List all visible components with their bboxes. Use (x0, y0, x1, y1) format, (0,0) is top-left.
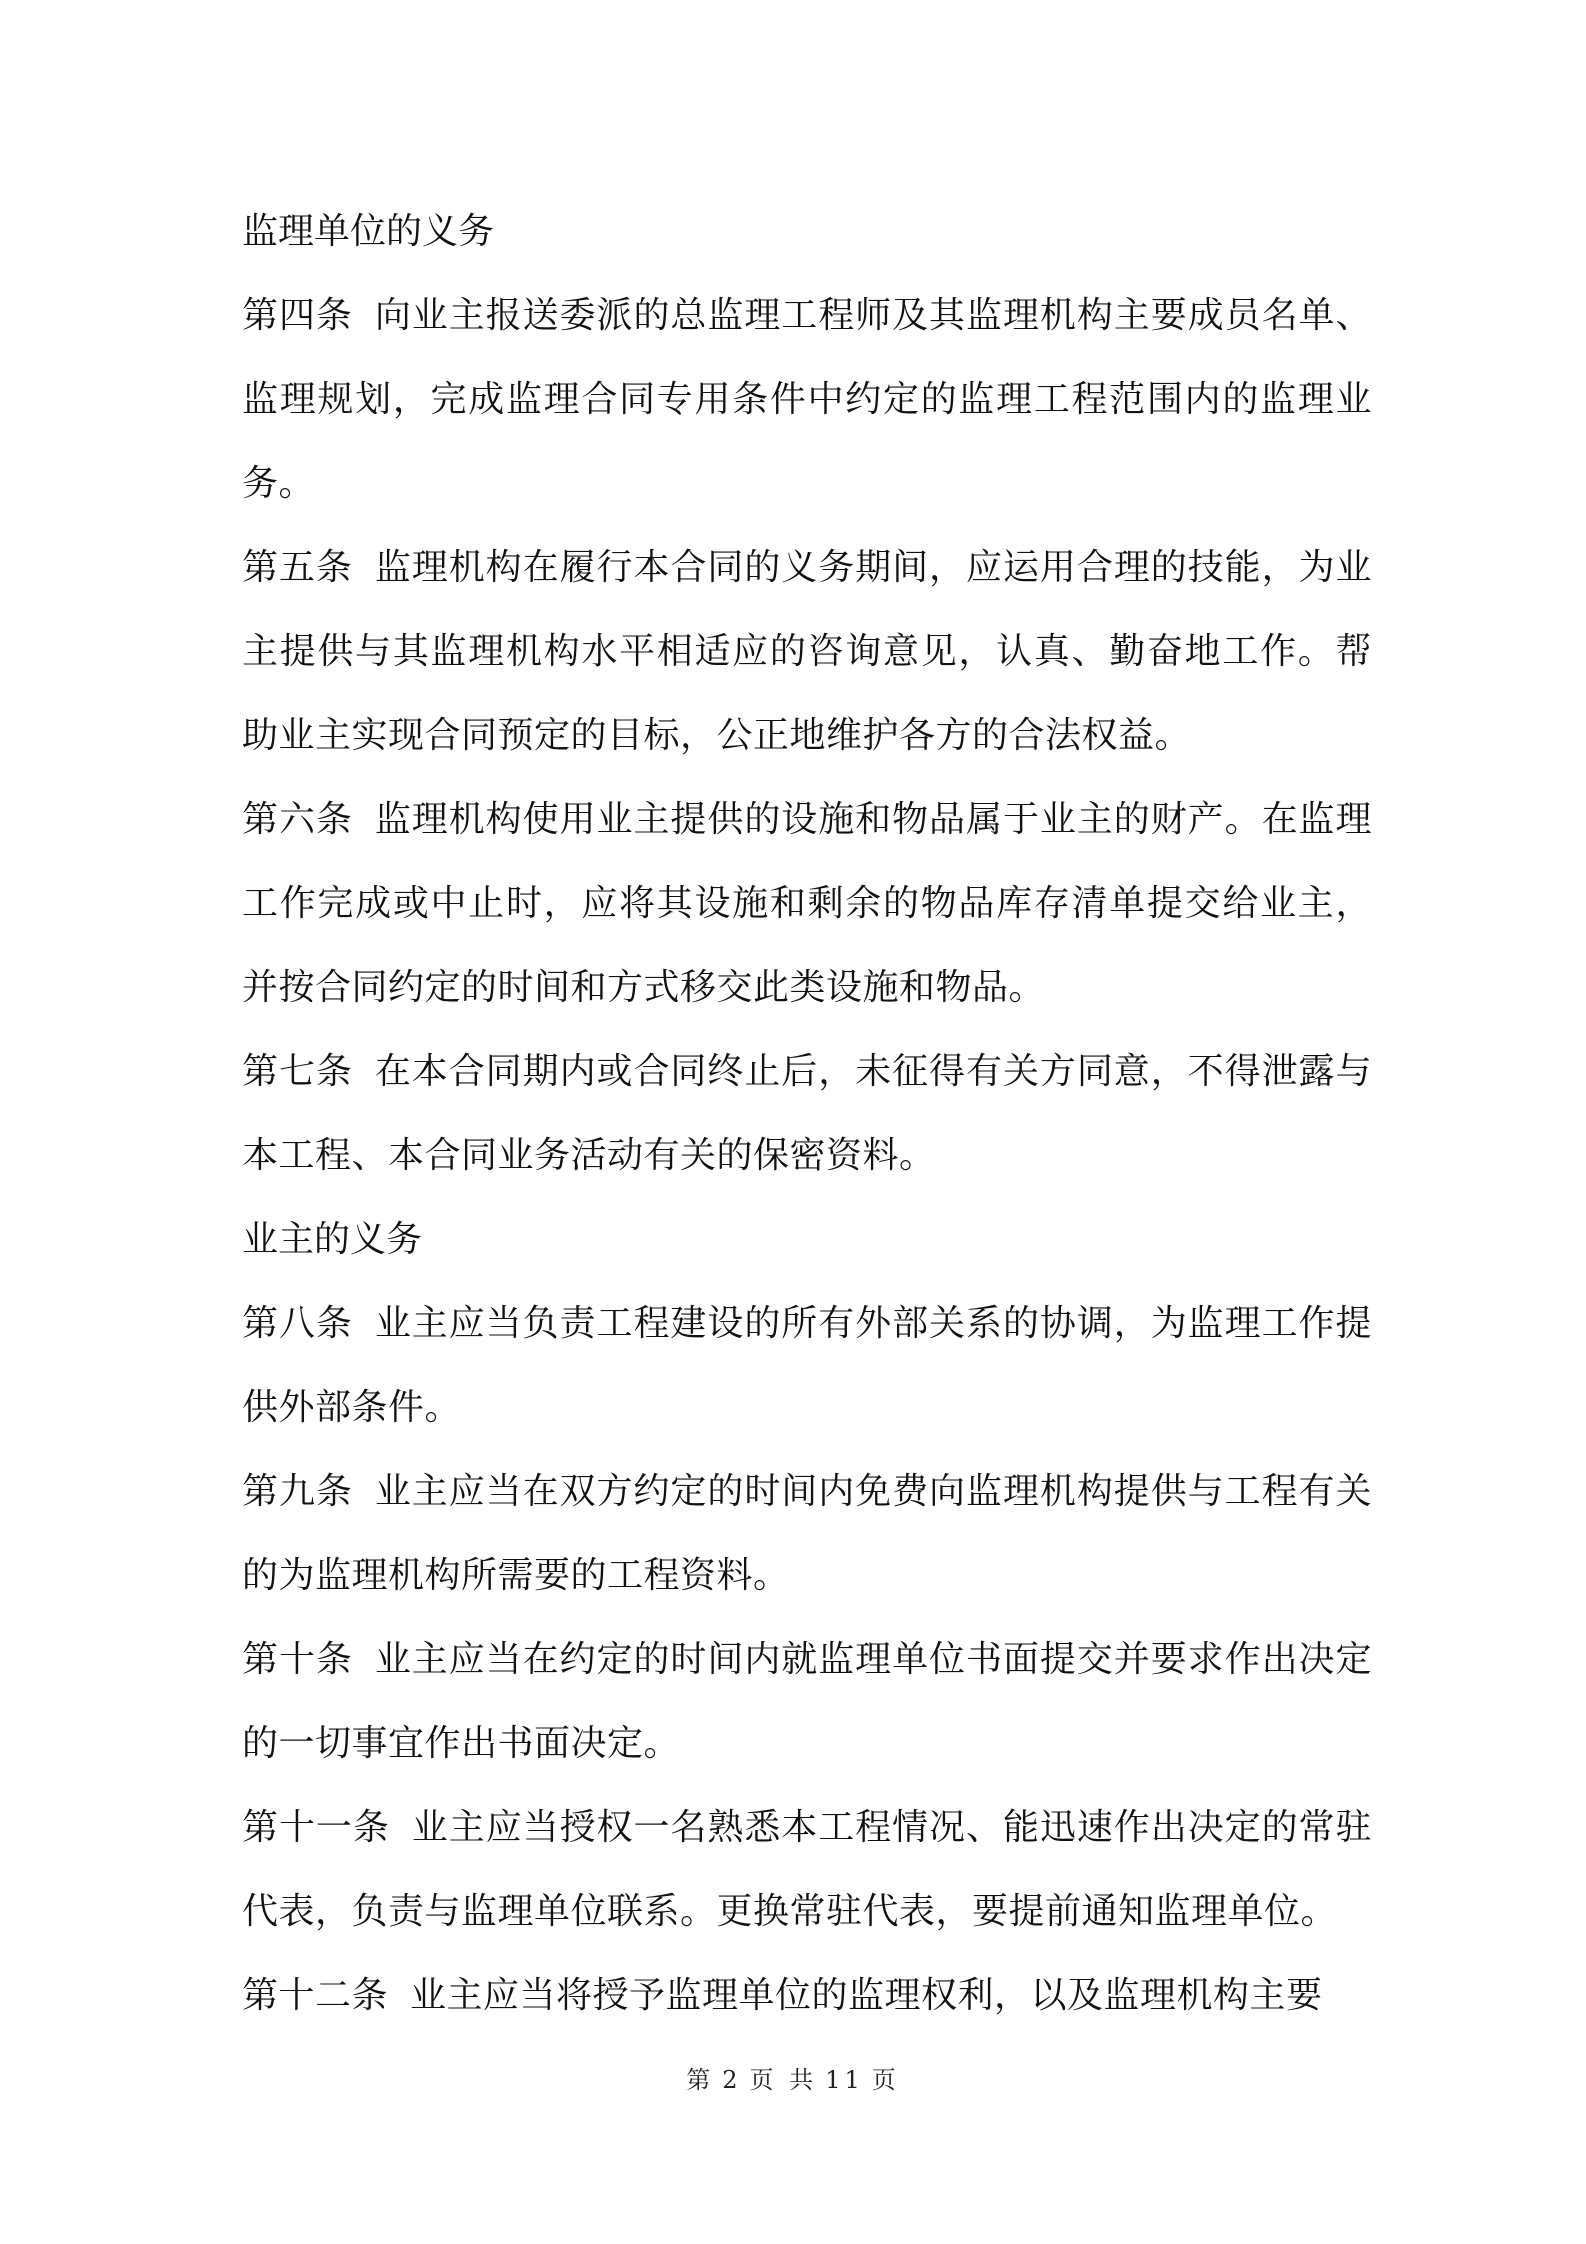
article-number: 第十条 (242, 1639, 353, 1680)
page-number-middle: 页 共 (749, 2066, 818, 2094)
article-text: 业主应当在双方约定的时间内免费向监理机构提供与工程有关的为监理机构所需要的工程资料。 (242, 1471, 1372, 1596)
total-page-count: 11 (825, 2066, 864, 2094)
section-heading-owner-obligations: 业主的义务 (242, 1219, 423, 1260)
article-6 (242, 778, 1372, 1030)
article-5 (242, 526, 1372, 778)
article-text: 监理机构在履行本合同的义务期间，应运用合理的技能，为业主提供与其监理机构水平相适应的咨询意见，认真、勤奋地工作。帮助业主实现合同预定的目标，公正地维护各方的合法权益。 (242, 547, 1372, 756)
page-number-prefix: 第 (686, 2066, 715, 2094)
document-body (242, 190, 1372, 2038)
article-text: 业主应当在约定的时间内就监理单位书面提交并要求作出决定的一切事宜作出书面决定。 (242, 1639, 1372, 1764)
article-number: 第十一条 (242, 1807, 390, 1848)
article-10 (242, 1618, 1372, 1786)
article-number: 第九条 (242, 1471, 353, 1512)
article-text: 业主应当将授予监理单位的监理权利，以及监理机构主要 (410, 1975, 1323, 2016)
article-number: 第五条 (242, 547, 353, 588)
article-9 (242, 1450, 1372, 1618)
article-4 (242, 274, 1372, 526)
article-number: 第八条 (242, 1303, 353, 1344)
article-text: 在本合同期内或合同终止后，未征得有关方同意，不得泄露与本工程、本合同业务活动有关的保密资料。 (242, 1051, 1372, 1176)
article-number: 第六条 (242, 799, 353, 840)
article-number: 第四条 (242, 295, 353, 336)
page-footer (0, 2060, 1586, 2095)
article-number: 第七条 (242, 1051, 353, 1092)
article-11 (242, 1786, 1372, 1954)
article-8 (242, 1282, 1372, 1450)
article-number: 第十二条 (242, 1975, 389, 2016)
section-heading-supervisor-obligations: 监理单位的义务 (242, 211, 495, 252)
current-page-number: 2 (722, 2066, 742, 2094)
article-text: 业主应当授权一名熟悉本工程情况、能迅速作出决定的常驻代表，负责与监理单位联系。更换常驻代表，要提前通知监理单位。 (242, 1807, 1372, 1932)
article-text: 业主应当负责工程建设的所有外部关系的协调，为监理工作提供外部条件。 (242, 1303, 1372, 1428)
article-12 (242, 1954, 1372, 2038)
article-7 (242, 1030, 1372, 1198)
article-text: 向业主报送委派的总监理工程师及其监理机构主要成员名单、监理规划，完成监理合同专用条件中约定的监理工程范围内的监理业务。 (242, 295, 1372, 504)
page-number-suffix: 页 (871, 2066, 900, 2094)
article-text: 监理机构使用业主提供的设施和物品属于业主的财产。在监理工作完成或中止时，应将其设施和剩余的物品库存清单提交给业主，并按合同约定的时间和方式移交此类设施和物品。 (242, 799, 1372, 1008)
